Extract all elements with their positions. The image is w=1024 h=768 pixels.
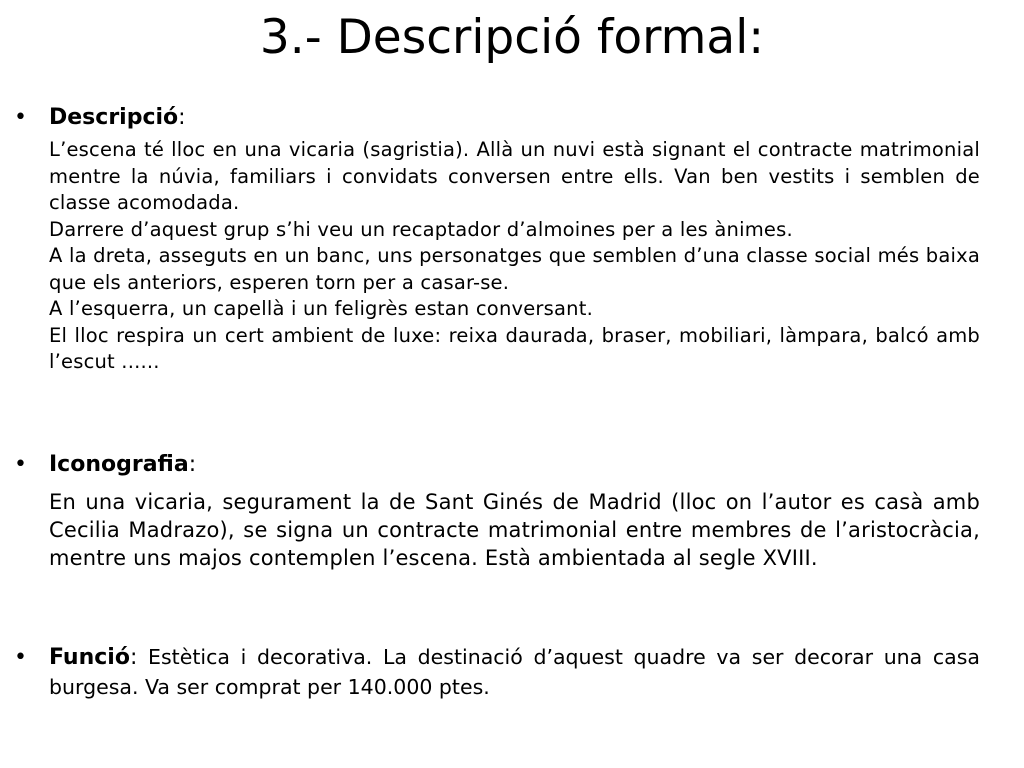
bullet-icon: • [14, 645, 27, 670]
funcio-text: Estètica i decorativa. La destinació d’aquest quadre va ser decorar una casa burgesa. Va ser comprat per 140.000 ptes. [49, 645, 980, 699]
funcio-row [14, 643, 980, 701]
descripcio-heading-row [14, 103, 980, 133]
bullet-icon: • [14, 452, 27, 477]
funcio-colon: : [129, 645, 138, 670]
iconografia-heading: Iconografia [49, 452, 189, 477]
descripcio-paragraph: A l’esquerra, un capellà i un feligrès estan conversant. [49, 297, 593, 320]
section-funcio [14, 643, 980, 701]
iconografia-paragraph: En una vicaria, segurament la de Sant Ginés de Madrid (lloc on l’autor es casà amb Cecilia Madrazo), se signa un contracte matrimonial entre membres de l’aristocràcia, mentre uns majos contemplen l’escena. Està ambientada al segle XVIII. [49, 490, 980, 570]
section-iconografia [14, 450, 980, 572]
iconografia-heading-row [14, 450, 980, 480]
descripcio-colon: : [178, 105, 186, 130]
iconografia-body [14, 488, 980, 572]
descripcio-paragraph: L’escena té lloc en una vicaria (sagristia). Allà un nuvi està signant el contracte matrimonial mentre la núvia, familiars i convidats conversen entre ells. Van ben vestits i semblen de classe acomodada. [49, 138, 980, 214]
section-descripcio [14, 103, 980, 376]
descripcio-body [14, 137, 980, 376]
slide-title: 3.- Descripció formal: [259, 10, 765, 65]
descripcio-heading: Descripció [49, 105, 179, 130]
bullet-icon: • [14, 105, 27, 130]
descripcio-paragraph: El lloc respira un cert ambient de luxe: reixa daurada, braser, mobiliari, làmpara, balcó amb l’escut ...... [49, 323, 980, 373]
descripcio-paragraph: Darrere d’aquest grup s’hi veu un recaptador d’almoines per a les ànimes. [49, 217, 793, 241]
funcio-heading: Funció [49, 645, 130, 670]
descripcio-paragraph: A la dreta, asseguts en un banc, uns personatges que semblen d’una classe social més baixa que els anteriors, esperen torn per a casar-se. [49, 244, 980, 294]
iconografia-colon: : [188, 452, 197, 477]
